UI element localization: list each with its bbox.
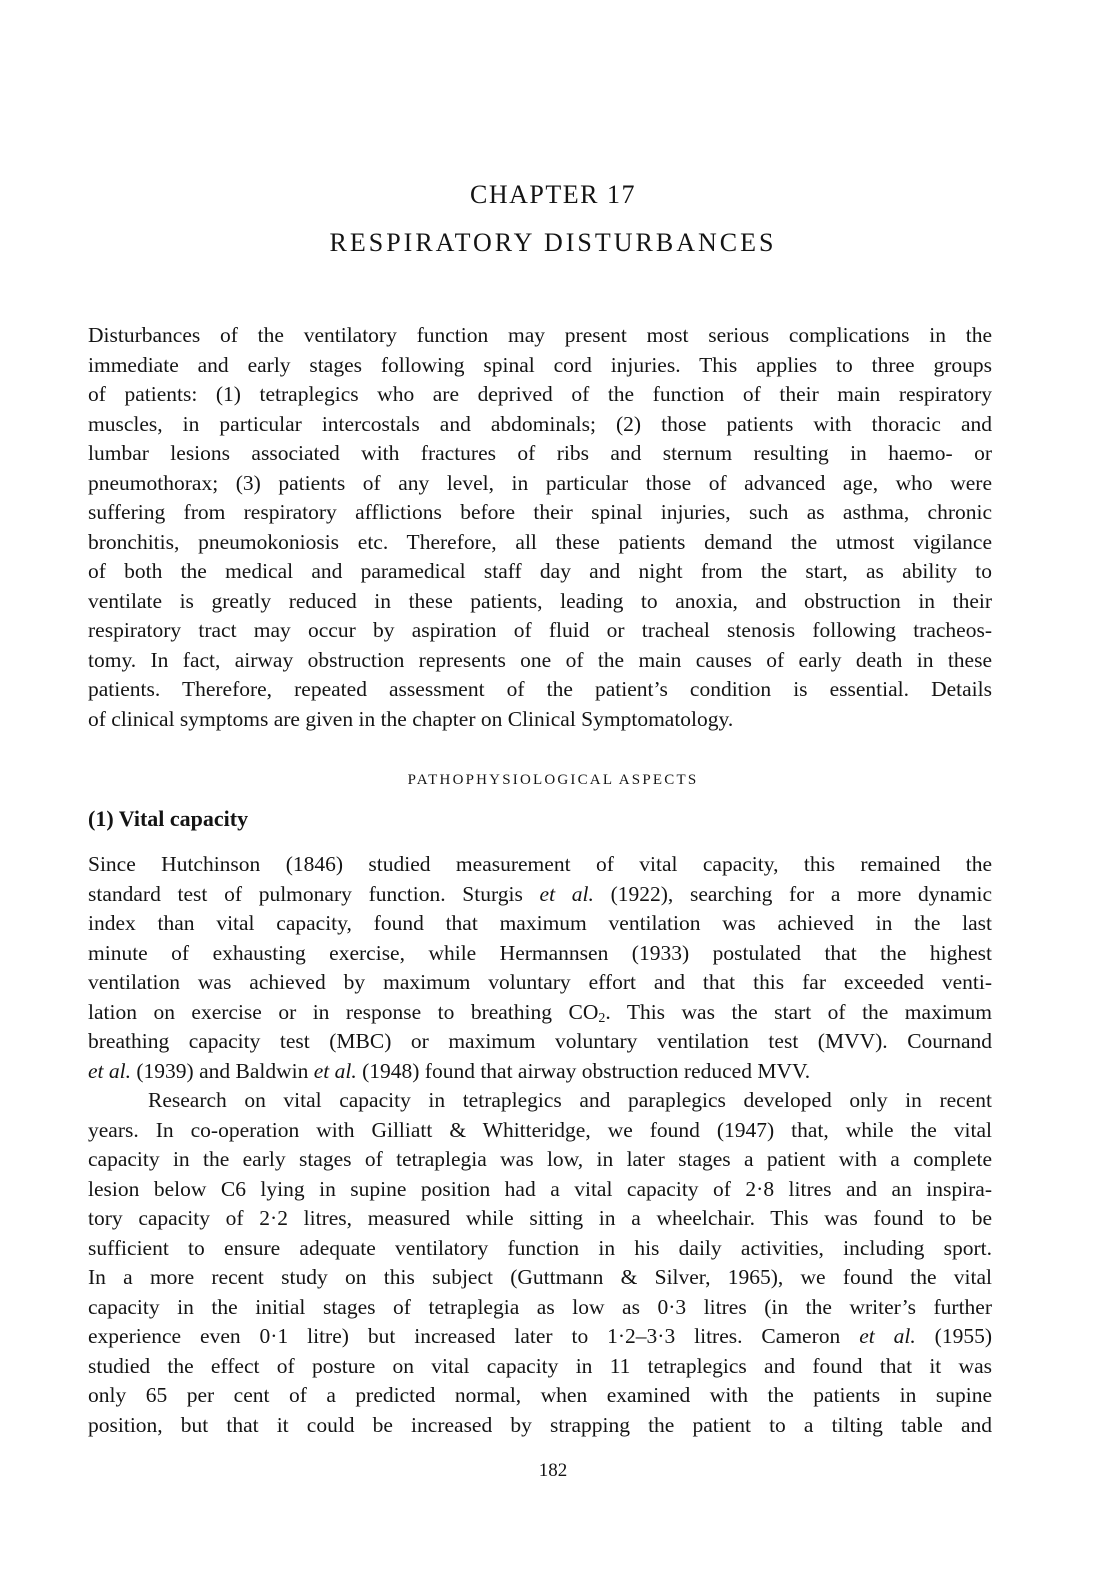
text-line: bronchitis, pneumokoniosis etc. Therefore, all these patients demand the utmost vigilance — [88, 529, 992, 554]
text-line: ventilate is greatly reduced in these patients, leading to anoxia, and obstruction in their — [88, 588, 992, 613]
text-line: pneumothorax; (3) patients of any level, in particular those of advanced age, who were — [88, 470, 992, 495]
text-line: years. In co-operation with Gilliatt & Whitteridge, we found (1947) that, while the vital — [88, 1117, 992, 1142]
text-line: ventilation was achieved by maximum voluntary effort and that this far exceeded venti- — [88, 970, 992, 994]
paragraph-hutchinson — [88, 850, 992, 1086]
text-line: respiratory tract may occur by aspiration of fluid or tracheal stenosis following tracheos- — [88, 618, 992, 642]
italic-et-al: et al. — [539, 881, 594, 906]
subscript-2: 2 — [598, 1010, 606, 1026]
text-line: In a more recent study on this subject (Guttmann & Silver, 1965), we found the vital — [88, 1265, 992, 1289]
text-line: immediate and early stages following spinal cord injuries. This applies to three groups — [88, 352, 992, 377]
text-line: sufficient to ensure adequate ventilatory function in his daily activities, including sport. — [88, 1235, 992, 1260]
text-line: only 65 per cent of a predicted normal, when examined with the patients in supine — [88, 1383, 992, 1407]
text-line: lumbar lesions associated with fractures of ribs and sternum resulting in haemo- or — [88, 441, 992, 465]
text-line: minute of exhausting exercise, while Hermannsen (1933) postulated that the highest — [88, 940, 992, 965]
subsection-heading: (1) Vital capacity — [88, 806, 249, 831]
text-line: patients. Therefore, repeated assessment of the patient’s condition is essential. Details — [88, 677, 992, 701]
text-line: Research on vital capacity in tetraplegics and paraplegics developed only in recent — [148, 1088, 992, 1112]
text-line: position, but that it could be increased by strapping the patient to a tilting table and — [88, 1412, 992, 1437]
intro-paragraph — [88, 321, 992, 734]
text-line: of clinical symptoms are given in the chapter on Clinical Symptomatology. — [88, 706, 734, 731]
text-line: tory capacity of 2·2 litres, measured while sitting in a wheelchair. This was found to be — [88, 1206, 992, 1230]
text-line: capacity in the initial stages of tetraplegia as low as 0·3 litres (in the writer’s further — [88, 1294, 992, 1319]
text-line: capacity in the early stages of tetraplegia was low, in later stages a patient with a complete — [88, 1147, 992, 1171]
text-line: experience even 0·1 litre) but increased later to 1·2–3·3 litres. Cameron et al. (1955) — [88, 1324, 992, 1348]
text-line: suffering from respiratory afflictions before their spinal injuries, such as asthma, chronic — [88, 500, 992, 524]
text-line: studied the effect of posture on vital capacity in 11 tetraplegics and found that it was — [88, 1353, 992, 1378]
text-line: et al. (1939) and Baldwin et al. (1948) found that airway obstruction reduced MVV. — [88, 1058, 811, 1083]
text-line: muscles, in particular intercostals and abdominals; (2) those patients with thoracic and — [88, 411, 992, 436]
page-number: 182 — [538, 1460, 568, 1481]
text-line: lation on exercise or in response to breathing $CO_2$. This was the start of the maximum — [88, 999, 992, 1026]
chapter-title: RESPIRATORY DISTURBANCES — [329, 228, 777, 257]
paragraph-research — [88, 1086, 992, 1440]
text-line: of patients: (1) tetraplegics who are deprived of the function of their main respiratory — [88, 382, 992, 406]
text-line: index than vital capacity, found that maximum ventilation was achieved in the last — [88, 911, 992, 935]
text-line: Disturbances of the ventilatory function may present most serious complications in the — [88, 323, 992, 347]
section-heading: PATHOPHYSIOLOGICAL ASPECTS — [407, 772, 699, 788]
chapter-number: CHAPTER 17 — [470, 180, 636, 209]
text-line: standard test of pulmonary function. Sturgis et al. (1922), searching for a more dynamic — [88, 881, 992, 906]
text-line: tomy. In fact, airway obstruction represents one of the main causes of early death in these — [88, 647, 992, 672]
text-line: of both the medical and paramedical staff day and night from the start, as ability to — [88, 559, 992, 583]
text-line: lesion below C6 lying in supine position had a vital capacity of 2·8 litres and an inspira- — [88, 1176, 992, 1201]
text-line: Since Hutchinson (1846) studied measurement of vital capacity, this remained the — [88, 852, 992, 876]
text-line: breathing capacity test (MBC) or maximum voluntary ventilation test (MVV). Cournand — [88, 1029, 992, 1053]
